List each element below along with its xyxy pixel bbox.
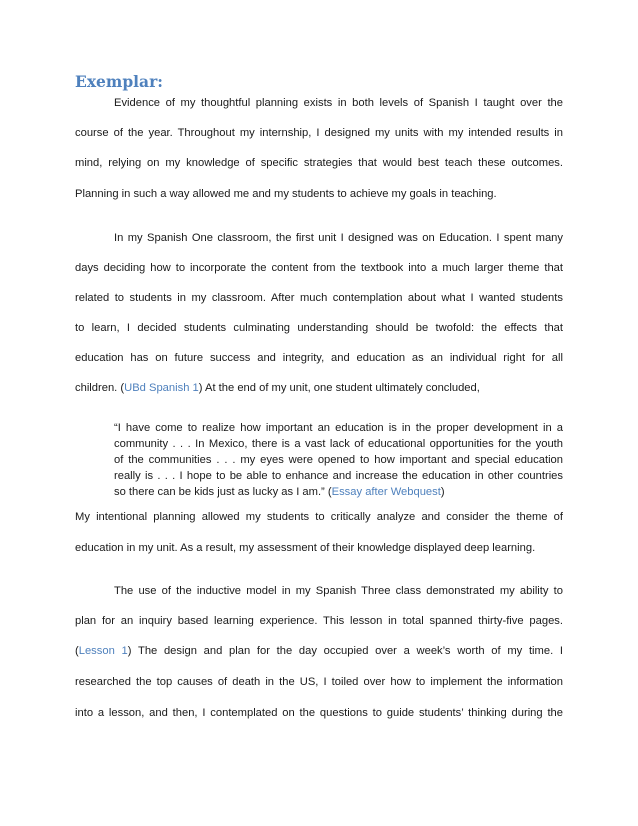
paragraph-2-line-5: education has on future success and integrity, and education as an individual right for all: [75, 352, 563, 364]
paragraph-4-line-4: researched the top causes of death in the US, I toiled over how to implement the information: [75, 676, 563, 688]
lesson-1-link[interactable]: Lesson 1: [78, 645, 128, 657]
paragraph-2-line-6-prefix: children. (: [75, 382, 125, 394]
paragraph-3-line-1: My intentional planning allowed my students to critically analyze and consider the theme of: [75, 511, 563, 523]
essay-after-webquest-link[interactable]: Essay after Webquest: [331, 486, 441, 498]
paragraph-1-line-1: Evidence of my thoughtful planning exists in both levels of Spanish I taught over the: [114, 97, 563, 109]
paragraph-4-line-5: into a lesson, and then, I contemplated on the questions to guide students’ thinking during the: [75, 707, 563, 719]
section-heading: Exemplar:: [75, 72, 163, 91]
paragraph-2-line-6: [75, 380, 563, 396]
paragraph-1-line-2: course of the year. Throughout my internship, I designed my units with my intended results in: [75, 127, 563, 139]
paragraph-1-line-4: Planning in such a way allowed me and my students to achieve my goals in teaching.: [75, 188, 497, 200]
paragraph-4-line-3-prefix: (: [75, 645, 79, 657]
quote-line-5-suffix: ): [440, 486, 445, 498]
paragraph-1-line-3: mind, relying on my knowledge of specific strategies that would best teach these outcomes.: [75, 157, 563, 169]
quote-line-5: [114, 484, 563, 500]
paragraph-4-line-2: plan for an inquiry based learning experience. This lesson in total spanned thirty-five pages.: [75, 615, 563, 627]
quote-line-3: of the communities . . . my eyes were opened to how important and special education: [114, 454, 563, 466]
ubd-spanish-1-link[interactable]: UBd Spanish 1: [124, 382, 199, 394]
paragraph-4-line-3: [75, 643, 563, 659]
quote-line-1: “I have come to realize how important an education is in the proper development in a: [114, 422, 563, 434]
paragraph-2-line-6-suffix: ) At the end of my unit, one student ultimately concluded,: [198, 382, 480, 394]
paragraph-2-line-1: In my Spanish One classroom, the first unit I designed was on Education. I spent many: [114, 232, 563, 244]
paragraph-4-line-1: The use of the inductive model in my Spanish Three class demonstrated my ability to: [114, 585, 563, 597]
paragraph-2-line-3: related to students in my classroom. After much contemplation about what I wanted students: [75, 292, 563, 304]
paragraph-2-line-4: to learn, I decided students culminating understanding should be twofold: the effects that: [75, 322, 563, 334]
quote-line-2: community . . . In Mexico, there is a vast lack of educational opportunities for the youth: [114, 438, 563, 450]
quote-line-5-prefix: so there can be kids just as lucky as I am.” (: [114, 486, 332, 498]
quote-line-4: really is . . . I hope to be able to enhance and increase the education in other countries: [114, 470, 563, 482]
paragraph-4-line-3-suffix: ) The design and plan for the day occupied over a week’s worth of my time. I: [127, 645, 563, 657]
paragraph-2-line-2: days deciding how to incorporate the content from the textbook into a much larger theme that: [75, 262, 563, 274]
paragraph-3-line-2: education in my unit. As a result, my assessment of their knowledge displayed deep learning.: [75, 542, 536, 554]
